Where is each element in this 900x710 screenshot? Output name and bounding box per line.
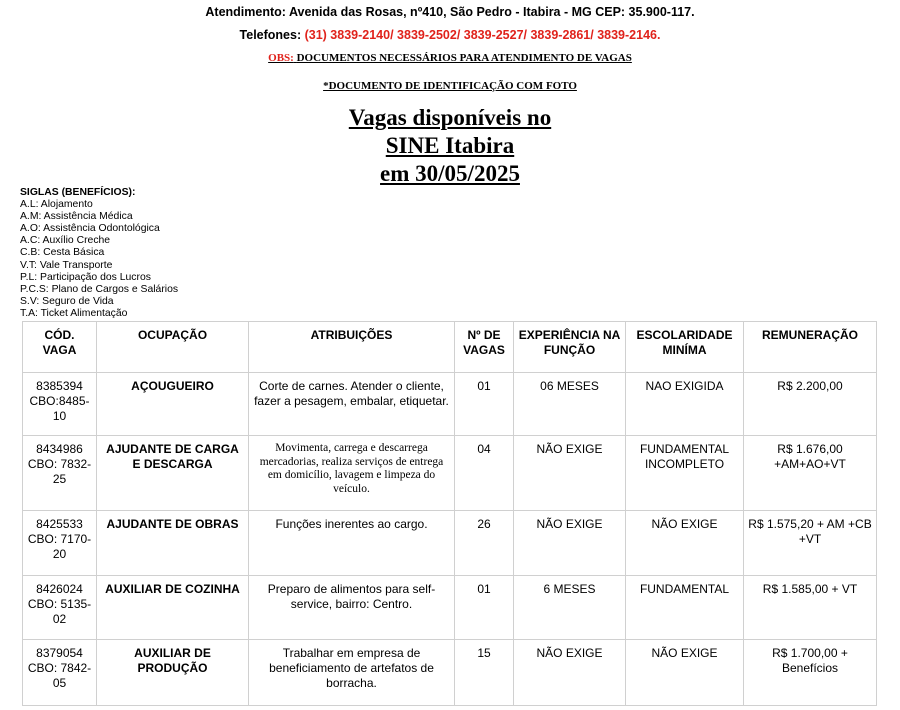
- job-experience: NÃO EXIGE: [514, 436, 626, 511]
- job-pay: R$ 1.676,00 +AM+AO+VT: [744, 436, 877, 511]
- sigla-item: T.A: Ticket Alimentação: [20, 307, 128, 319]
- title-line: SINE Itabira: [385, 133, 515, 158]
- job-schooling: NÃO EXIGE: [626, 640, 744, 706]
- table-row: [23, 511, 877, 576]
- table-row: [23, 640, 877, 706]
- job-duties: Preparo de alimentos para self-service, bairro: Centro.: [249, 576, 455, 640]
- siglas-heading: SIGLAS (BENEFÍCIOS):: [20, 187, 136, 198]
- job-openings: 15: [455, 640, 514, 706]
- job-schooling: NÃO EXIGE: [626, 511, 744, 576]
- obs-label: OBS:: [268, 52, 294, 64]
- page-title: [250, 104, 650, 188]
- column-header: Nº DE VAGAS: [455, 322, 514, 373]
- job-pay: R$ 2.200,00: [744, 373, 877, 436]
- sigla-item: A.C: Auxílio Creche: [20, 235, 111, 247]
- document-note: *DOCUMENTO DE IDENTIFICAÇÃO COM FOTO: [323, 80, 577, 92]
- address-line: Atendimento: Avenida das Rosas, nº410, São Pedro - Itabira - MG CEP: 35.900-117.: [205, 5, 695, 19]
- siglas-legend: [20, 187, 178, 320]
- sigla-item: C.B: Cesta Básica: [20, 247, 105, 259]
- column-header: OCUPAÇÃO: [97, 322, 249, 373]
- job-occupation: AJUDANTE DE CARGA E DESCARGA: [97, 436, 249, 511]
- table-row: [23, 576, 877, 640]
- job-code: 8379054 CBO: 7842-05: [23, 640, 97, 706]
- job-openings: 26: [455, 511, 514, 576]
- table-row: [23, 373, 877, 436]
- phones-label: Telefones:: [239, 28, 302, 42]
- job-occupation: AUXILIAR DE PRODUÇÃO: [97, 640, 249, 706]
- sigla-item: A.O: Assistência Odontológica: [20, 223, 160, 235]
- job-code: 8425533 CBO: 7170-20: [23, 511, 97, 576]
- job-code: 8434986 CBO: 7832-25: [23, 436, 97, 511]
- job-duties: Corte de carnes. Atender o cliente, fazer a pesagem, embalar, etiquetar.: [249, 373, 455, 436]
- column-header: CÓD. VAGA: [23, 322, 97, 373]
- column-header: ESCOLARIDADE MINÍMA: [626, 322, 744, 373]
- jobs-table: [22, 321, 877, 706]
- job-experience: 6 MESES: [514, 576, 626, 640]
- phones-line: [0, 28, 900, 42]
- job-experience: NÃO EXIGE: [514, 511, 626, 576]
- sigla-item: P.L: Participação dos Lucros: [20, 271, 151, 283]
- sigla-item: A.M: Assistência Médica: [20, 211, 133, 223]
- job-occupation: AÇOUGUEIRO: [97, 373, 249, 436]
- obs-text: DOCUMENTOS NECESSÁRIOS PARA ATENDIMENTO DE VAGAS: [296, 52, 632, 64]
- job-schooling: FUNDAMENTAL INCOMPLETO: [626, 436, 744, 511]
- table-header-row: [23, 322, 877, 373]
- job-pay: R$ 1.585,00 + VT: [744, 576, 877, 640]
- job-openings: 01: [455, 576, 514, 640]
- title-line: em 30/05/2025: [380, 161, 520, 186]
- table-row: [23, 436, 877, 511]
- job-openings: 04: [455, 436, 514, 511]
- job-openings: 01: [455, 373, 514, 436]
- column-header: REMUNERAÇÃO: [744, 322, 877, 373]
- column-header: EXPERIÊNCIA NA FUNÇÃO: [514, 322, 626, 373]
- sigla-item: S.V: Seguro de Vida: [20, 295, 114, 307]
- job-duties: Movimenta, carrega e descarrega mercadorias, realiza serviços de entrega em domicílio, lavagem e limpeza do veículo.: [249, 436, 455, 511]
- title-line: Vagas disponíveis no: [348, 105, 552, 130]
- sigla-item: V.T: Vale Transporte: [20, 259, 113, 271]
- sigla-item: P.C.S: Plano de Cargos e Salários: [20, 283, 179, 295]
- job-occupation: AUXILIAR DE COZINHA: [97, 576, 249, 640]
- job-code: 8385394 CBO:8485-10: [23, 373, 97, 436]
- job-schooling: NAO EXIGIDA: [626, 373, 744, 436]
- column-header: ATRIBUIÇÕES: [249, 322, 455, 373]
- phones-value: (31) 3839-2140/ 3839-2502/ 3839-2527/ 3839-2861/ 3839-2146.: [304, 28, 661, 42]
- job-schooling: FUNDAMENTAL: [626, 576, 744, 640]
- job-pay: R$ 1.700,00 + Benefícios: [744, 640, 877, 706]
- job-occupation: AJUDANTE DE OBRAS: [97, 511, 249, 576]
- job-code: 8426024 CBO: 5135-02: [23, 576, 97, 640]
- job-pay: R$ 1.575,20 + AM +CB +VT: [744, 511, 877, 576]
- job-duties: Trabalhar em empresa de beneficiamento de artefatos de borracha.: [249, 640, 455, 706]
- job-duties: Funções inerentes ao cargo.: [249, 511, 455, 576]
- obs-line: [0, 52, 900, 64]
- job-experience: NÃO EXIGE: [514, 640, 626, 706]
- job-experience: 06 MESES: [514, 373, 626, 436]
- sigla-item: A.L: Alojamento: [20, 199, 93, 211]
